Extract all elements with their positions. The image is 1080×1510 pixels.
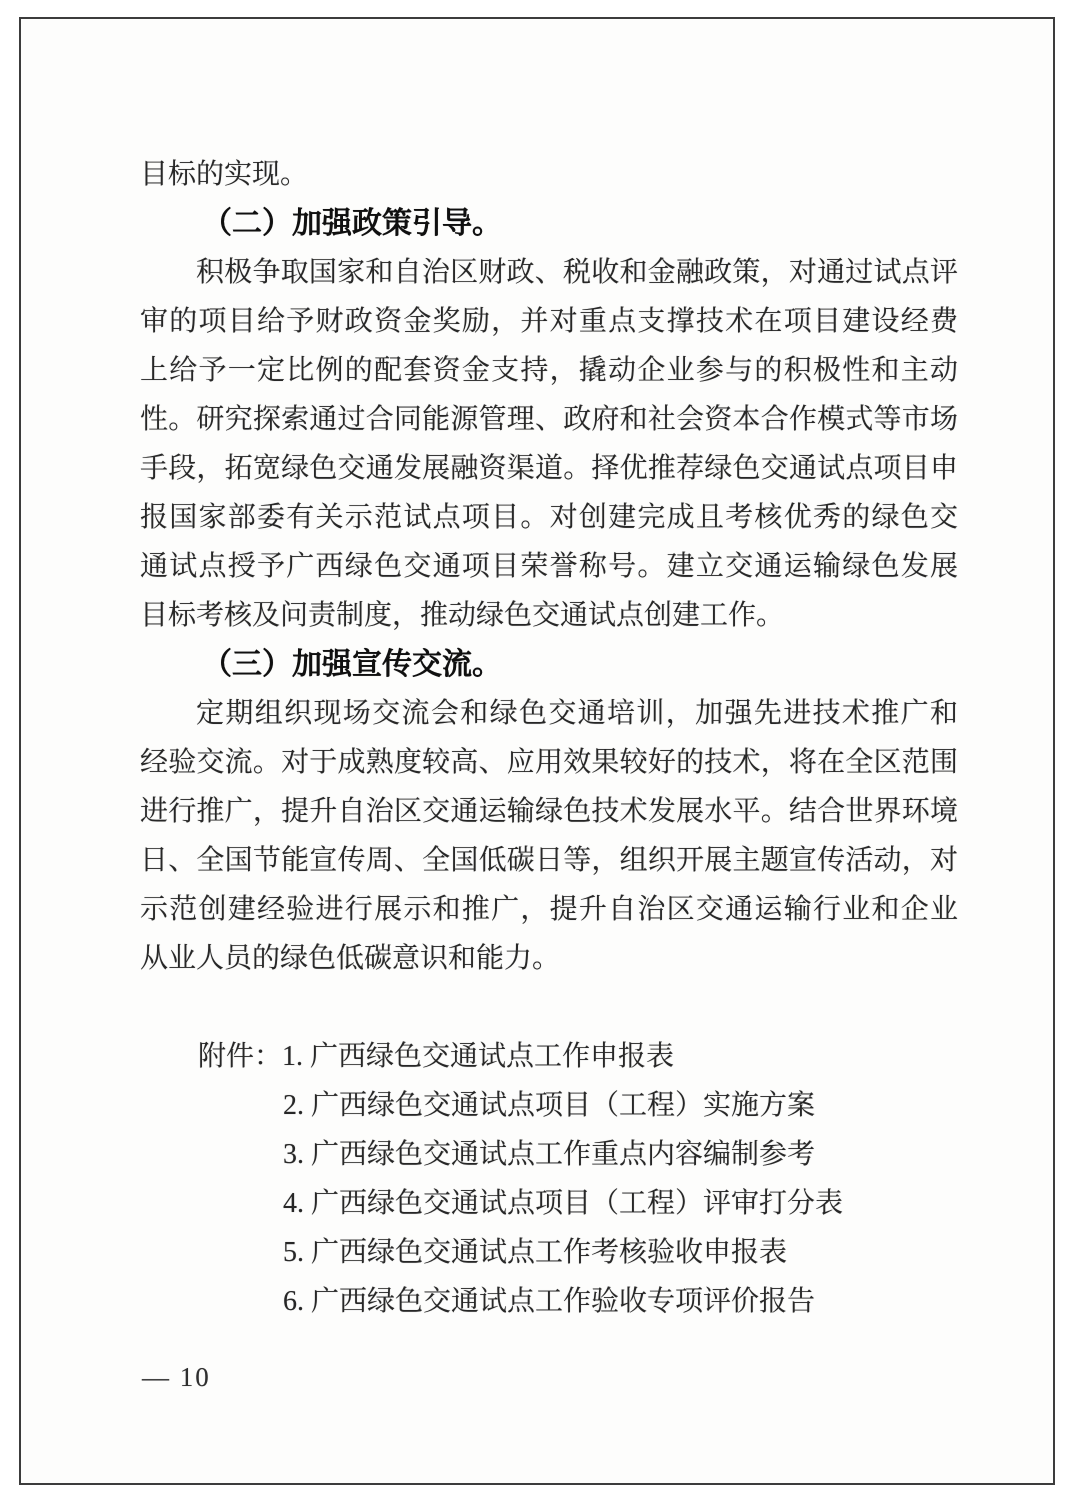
text-line: 手段，拓宽绿色交通发展融资渠道。择优推荐绿色交通试点项目申 — [140, 453, 958, 484]
attachment-line: 3. 广西绿色交通试点工作重点内容编制参考 — [283, 1139, 816, 1170]
text-line: 目标的实现。 — [140, 159, 309, 190]
text-line — [140, 983, 958, 1032]
text-line: 审的项目给予财政资金奖励，并对重点支撑技术在项目建设经费 — [140, 306, 958, 337]
attachment-line: 2. 广西绿色交通试点项目（工程）实施方案 — [283, 1090, 816, 1121]
attachment-line: 4. 广西绿色交通试点项目（工程）评审打分表 — [283, 1188, 844, 1219]
text-line: 定期组织现场交流会和绿色交通培训，加强先进技术推广和 — [196, 698, 958, 729]
text-line: 性。研究探索通过合同能源管理、政府和社会资本合作模式等市场 — [140, 404, 958, 435]
text-line: 积极争取国家和自治区财政、税收和金融政策，对通过试点评 — [196, 257, 958, 288]
page-number-label: — 10 — [142, 1362, 211, 1392]
text-line: 日、全国节能宣传周、全国低碳日等，组织开展主题宣传活动，对 — [140, 845, 958, 876]
text-line: 示范创建经验进行展示和推广，提升自治区交通运输行业和企业 — [140, 894, 958, 925]
page-number — [142, 1359, 211, 1395]
attachment-line: 5. 广西绿色交通试点工作考核验收申报表 — [283, 1237, 788, 1268]
document-body-text — [140, 150, 958, 1326]
attachment-line: 附件：1. 广西绿色交通试点工作申报表 — [198, 1041, 675, 1072]
text-line: 报国家部委有关示范试点项目。对创建完成且考核优秀的绿色交 — [140, 502, 958, 533]
text-line: 上给予一定比例的配套资金支持，撬动企业参与的积极性和主动 — [140, 355, 958, 386]
text-line: 进行推广，提升自治区交通运输绿色技术发展水平。结合世界环境 — [140, 796, 958, 827]
section-heading: （三）加强宣传交流。 — [202, 648, 502, 681]
text-line: 通试点授予广西绿色交通项目荣誉称号。建立交通运输绿色发展 — [140, 551, 958, 582]
text-line: 目标考核及问责制度，推动绿色交通试点创建工作。 — [140, 600, 785, 631]
section-heading: （二）加强政策引导。 — [202, 207, 502, 240]
page-border-frame — [19, 17, 1055, 1485]
text-line: 经验交流。对于成熟度较高、应用效果较好的技术，将在全区范围 — [140, 747, 958, 778]
attachment-line: 6. 广西绿色交通试点工作验收专项评价报告 — [283, 1286, 816, 1317]
text-line: 从业人员的绿色低碳意识和能力。 — [140, 943, 561, 974]
